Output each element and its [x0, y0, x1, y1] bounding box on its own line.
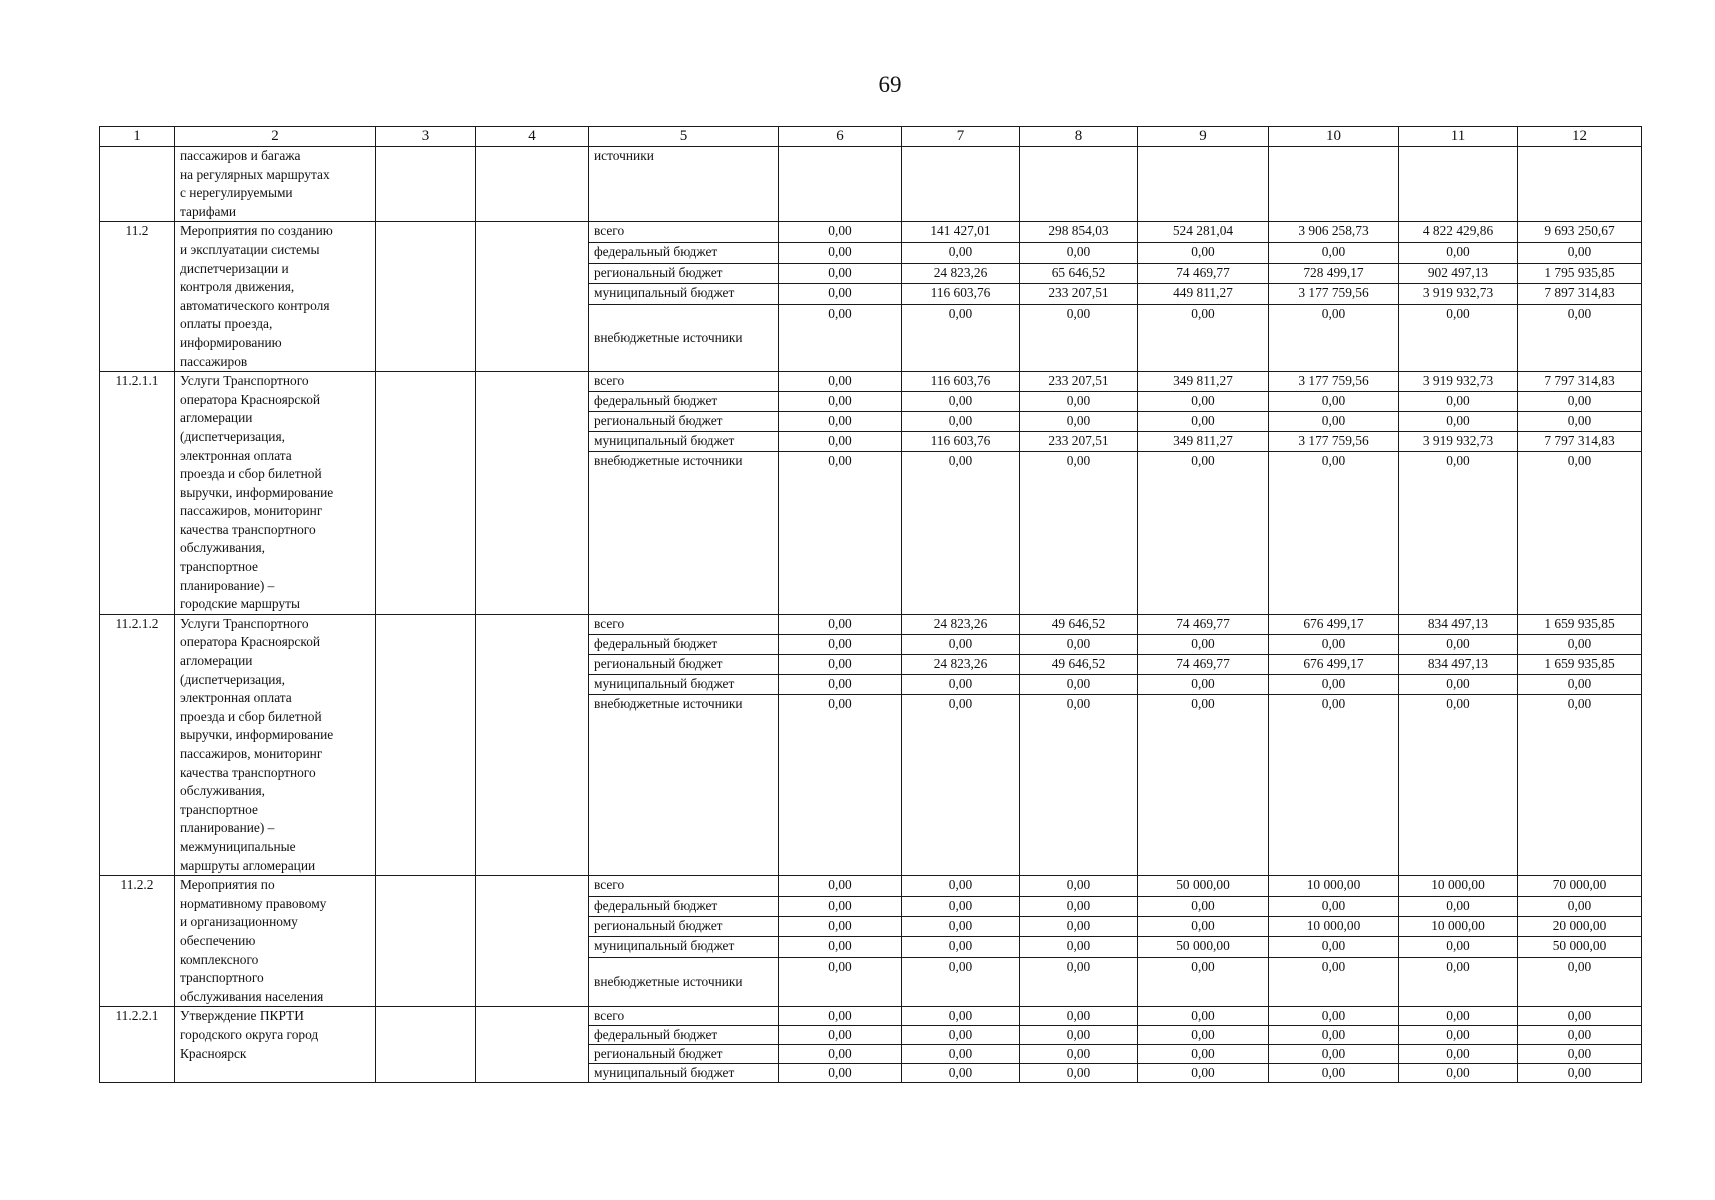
- amount-cell: 50 000,00: [1138, 876, 1269, 896]
- amount-cell: 0,00: [1399, 957, 1518, 1006]
- item-name-line: на регулярных маршрутах: [180, 166, 330, 182]
- amount-cell: 116 603,76: [902, 284, 1020, 305]
- column-header: 9: [1138, 127, 1269, 147]
- amount-cell: 0,00: [1020, 694, 1138, 875]
- column-header: 2: [175, 127, 376, 147]
- amount-cell: 0,00: [1518, 304, 1642, 371]
- item-name-line: информированию: [180, 334, 282, 350]
- amount-cell: 24 823,26: [902, 614, 1020, 634]
- item-name-line: городского округа город: [180, 1026, 319, 1042]
- funding-source: всего: [589, 614, 779, 634]
- amount-cell: 834 497,13: [1399, 614, 1518, 634]
- item-name-line: Мероприятия по созданию: [180, 223, 333, 239]
- amount-cell: 0,00: [779, 1045, 902, 1064]
- funding-source: региональный бюджет: [589, 654, 779, 674]
- amount-cell: 0,00: [779, 694, 902, 875]
- amount-cell: 70 000,00: [1518, 876, 1642, 896]
- item-name-line: комплексного: [180, 951, 259, 967]
- amount-cell: 24 823,26: [902, 263, 1020, 284]
- column-3-cell: [376, 147, 476, 222]
- amount-cell: 0,00: [1399, 1026, 1518, 1045]
- item-name-line: Красноярск: [180, 1045, 247, 1061]
- funding-source: федеральный бюджет: [589, 896, 779, 916]
- amount-cell: 0,00: [779, 876, 902, 896]
- amount-cell: 0,00: [1269, 694, 1399, 875]
- amount-cell: 0,00: [1020, 876, 1138, 896]
- amount-cell: 0,00: [1020, 304, 1138, 371]
- amount-cell: 0,00: [1138, 304, 1269, 371]
- amount-cell: 0,00: [1269, 1064, 1399, 1083]
- amount-cell: 0,00: [1518, 957, 1642, 1006]
- item-code: 11.2.2: [100, 876, 175, 1007]
- funding-source: федеральный бюджет: [589, 634, 779, 654]
- column-header: 8: [1020, 127, 1138, 147]
- item-name-line: качества транспортного: [180, 764, 316, 780]
- item-name: [175, 614, 376, 875]
- amount-cell: 0,00: [779, 222, 902, 243]
- item-name-line: с нерегулируемыми: [180, 185, 293, 201]
- amount-cell: 0,00: [779, 412, 902, 432]
- column-3-cell: [376, 372, 476, 615]
- funding-source: федеральный бюджет: [589, 242, 779, 263]
- amount-cell: 0,00: [1020, 1064, 1138, 1083]
- amount-cell: 0,00: [1269, 634, 1399, 654]
- amount-cell: 0,00: [1518, 674, 1642, 694]
- amount-cell: 0,00: [1518, 1026, 1642, 1045]
- amount-cell: 74 469,77: [1138, 654, 1269, 674]
- column-header: 11: [1399, 127, 1518, 147]
- amount-cell: 24 823,26: [902, 654, 1020, 674]
- amount-cell: 0,00: [1269, 304, 1399, 371]
- amount-cell: 0,00: [1269, 896, 1399, 916]
- column-4-cell: [476, 372, 589, 615]
- amount-cell: 0,00: [779, 674, 902, 694]
- funding-source: региональный бюджет: [589, 263, 779, 284]
- amount-cell: 0,00: [1269, 674, 1399, 694]
- funding-source: федеральный бюджет: [589, 392, 779, 412]
- item-code: 11.2.1.2: [100, 614, 175, 875]
- column-header: 10: [1269, 127, 1399, 147]
- amount-cell: 0,00: [779, 392, 902, 412]
- item-name-line: контроля движения,: [180, 279, 295, 295]
- amount-cell: 0,00: [902, 917, 1020, 937]
- funding-source: муниципальный бюджет: [589, 674, 779, 694]
- column-4-cell: [476, 147, 589, 222]
- item-name-line: оператора Красноярской: [180, 634, 321, 650]
- item-name-line: агломерации: [180, 653, 253, 669]
- amount-cell: 0,00: [1399, 1007, 1518, 1026]
- amount-cell: 0,00: [1518, 452, 1642, 615]
- column-3-cell: [376, 876, 476, 1007]
- amount-cell: 0,00: [1518, 392, 1642, 412]
- amount-cell: 0,00: [1269, 1026, 1399, 1045]
- amount-cell: 0,00: [1399, 694, 1518, 875]
- item-name-line: Услуги Транспортного: [180, 373, 309, 389]
- amount-cell: 0,00: [1138, 634, 1269, 654]
- amount-cell: [779, 147, 902, 222]
- amount-cell: 0,00: [779, 654, 902, 674]
- item-name-line: оператора Красноярской: [180, 391, 321, 407]
- amount-cell: 74 469,77: [1138, 263, 1269, 284]
- amount-cell: 0,00: [779, 1026, 902, 1045]
- amount-cell: 0,00: [1518, 896, 1642, 916]
- amount-cell: 3 919 932,73: [1399, 284, 1518, 305]
- amount-cell: 0,00: [1020, 392, 1138, 412]
- amount-cell: 0,00: [1399, 392, 1518, 412]
- item-name: [175, 222, 376, 372]
- amount-cell: 116 603,76: [902, 372, 1020, 392]
- item-name-line: обеспечению: [180, 932, 256, 948]
- item-name-line: проезда и сбор билетной: [180, 708, 322, 724]
- column-header: 6: [779, 127, 902, 147]
- amount-cell: 0,00: [1138, 452, 1269, 615]
- amount-cell: 0,00: [1138, 917, 1269, 937]
- item-name: [175, 372, 376, 615]
- funding-source: муниципальный бюджет: [589, 432, 779, 452]
- amount-cell: 3 919 932,73: [1399, 372, 1518, 392]
- item-name-line: Утверждение ПКРТИ: [180, 1008, 304, 1024]
- amount-cell: 0,00: [1020, 917, 1138, 937]
- item-name-line: межмуниципальные: [180, 838, 296, 854]
- amount-cell: 0,00: [902, 392, 1020, 412]
- amount-cell: 676 499,17: [1269, 614, 1399, 634]
- amount-cell: 0,00: [1518, 1064, 1642, 1083]
- amount-cell: [1269, 147, 1399, 222]
- column-3-cell: [376, 1007, 476, 1083]
- page-number: 69: [878, 72, 902, 97]
- amount-cell: 0,00: [1399, 896, 1518, 916]
- item-name-line: пассажиров, мониторинг: [180, 746, 323, 761]
- amount-cell: 0,00: [1269, 412, 1399, 432]
- amount-cell: 0,00: [1399, 1064, 1518, 1083]
- amount-cell: 0,00: [1518, 634, 1642, 654]
- amount-cell: 0,00: [1138, 1007, 1269, 1026]
- item-name-line: планирование) –: [180, 577, 275, 593]
- amount-cell: 0,00: [1138, 392, 1269, 412]
- funding-source: муниципальный бюджет: [589, 1064, 779, 1083]
- table-row: [100, 614, 1642, 634]
- amount-cell: [902, 147, 1020, 222]
- item-name: [175, 876, 376, 1007]
- item-name-line: качества транспортного: [180, 521, 316, 537]
- amount-cell: 0,00: [1269, 1007, 1399, 1026]
- amount-cell: 728 499,17: [1269, 263, 1399, 284]
- amount-cell: 233 207,51: [1020, 372, 1138, 392]
- item-name-line: тарифами: [180, 203, 237, 219]
- amount-cell: 0,00: [1399, 304, 1518, 371]
- funding-source: внебюджетные источники: [589, 304, 779, 371]
- funding-source: всего: [589, 876, 779, 896]
- amount-cell: 0,00: [1399, 634, 1518, 654]
- amount-cell: 74 469,77: [1138, 614, 1269, 634]
- amount-cell: 1 659 935,85: [1518, 614, 1642, 634]
- funding-source: муниципальный бюджет: [589, 284, 779, 305]
- amount-cell: 1 795 935,85: [1518, 263, 1642, 284]
- item-name-line: оплаты проезда,: [180, 316, 273, 332]
- amount-cell: 0,00: [902, 957, 1020, 1006]
- amount-cell: 0,00: [1020, 1007, 1138, 1026]
- amount-cell: 4 822 429,86: [1399, 222, 1518, 243]
- amount-cell: 0,00: [779, 896, 902, 916]
- amount-cell: 0,00: [1269, 242, 1399, 263]
- amount-cell: 0,00: [779, 917, 902, 937]
- amount-cell: 0,00: [1269, 957, 1399, 1006]
- column-4-cell: [476, 1007, 589, 1083]
- funding-source: внебюджетные источники: [589, 452, 779, 615]
- item-name-line: выручки, информирование: [180, 727, 334, 743]
- amount-cell: 65 646,52: [1020, 263, 1138, 284]
- amount-cell: 10 000,00: [1399, 876, 1518, 896]
- item-name-line: обслуживания,: [180, 540, 265, 556]
- item-name-line: (диспетчеризация,: [180, 428, 285, 444]
- amount-cell: 0,00: [1020, 957, 1138, 1006]
- amount-cell: 0,00: [1269, 452, 1399, 615]
- amount-cell: 7 897 314,83: [1518, 284, 1642, 305]
- amount-cell: 0,00: [779, 242, 902, 263]
- amount-cell: 0,00: [1138, 694, 1269, 875]
- amount-cell: 3 177 759,56: [1269, 432, 1399, 452]
- table-row: [100, 372, 1642, 392]
- amount-cell: 0,00: [902, 694, 1020, 875]
- amount-cell: 0,00: [1020, 1026, 1138, 1045]
- item-name-line: (диспетчеризация,: [180, 671, 285, 687]
- amount-cell: 0,00: [1399, 452, 1518, 615]
- item-name-line: планирование) –: [180, 820, 275, 836]
- funding-source: всего: [589, 372, 779, 392]
- amount-cell: 0,00: [779, 452, 902, 615]
- amount-cell: [1020, 147, 1138, 222]
- item-name-line: проезда и сбор билетной: [180, 466, 322, 482]
- amount-cell: 0,00: [779, 957, 902, 1006]
- amount-cell: 0,00: [902, 674, 1020, 694]
- table-row: [100, 876, 1642, 896]
- amount-cell: [1518, 147, 1642, 222]
- amount-cell: 3 906 258,73: [1269, 222, 1399, 243]
- table-row: [100, 222, 1642, 243]
- amount-cell: 0,00: [1138, 242, 1269, 263]
- amount-cell: 0,00: [779, 372, 902, 392]
- amount-cell: 0,00: [902, 1064, 1020, 1083]
- funding-source: муниципальный бюджет: [589, 937, 779, 957]
- amount-cell: 0,00: [1138, 1064, 1269, 1083]
- table-row: [100, 1007, 1642, 1026]
- amount-cell: 0,00: [1399, 242, 1518, 263]
- item-name-line: Услуги Транспортного: [180, 615, 309, 631]
- amount-cell: 0,00: [902, 1007, 1020, 1026]
- amount-cell: 7 797 314,83: [1518, 432, 1642, 452]
- amount-cell: 116 603,76: [902, 432, 1020, 452]
- item-code: 11.2: [100, 222, 175, 372]
- amount-cell: 902 497,13: [1399, 263, 1518, 284]
- amount-cell: 0,00: [779, 614, 902, 634]
- funding-source: региональный бюджет: [589, 412, 779, 432]
- amount-cell: 0,00: [1518, 1045, 1642, 1064]
- amount-cell: 0,00: [1518, 412, 1642, 432]
- amount-cell: 0,00: [779, 304, 902, 371]
- column-3-cell: [376, 222, 476, 372]
- item-name-line: пассажиров: [180, 353, 248, 369]
- amount-cell: 3 177 759,56: [1269, 284, 1399, 305]
- item-name-line: маршруты агломерации: [180, 857, 316, 873]
- amount-cell: 233 207,51: [1020, 284, 1138, 305]
- amount-cell: 0,00: [1020, 1045, 1138, 1064]
- funding-source: всего: [589, 222, 779, 243]
- column-4-cell: [476, 222, 589, 372]
- item-name-line: агломерации: [180, 410, 253, 426]
- amount-cell: 0,00: [902, 452, 1020, 615]
- column-number-row: [100, 127, 1642, 147]
- amount-cell: [1399, 147, 1518, 222]
- amount-cell: 0,00: [1518, 242, 1642, 263]
- amount-cell: 0,00: [1269, 1045, 1399, 1064]
- column-header: 1: [100, 127, 175, 147]
- item-name-line: автоматического контроля: [180, 297, 330, 313]
- item-name-line: транспортное: [180, 801, 258, 817]
- item-name-line: электронная оплата: [180, 690, 292, 706]
- amount-cell: 0,00: [779, 634, 902, 654]
- column-header: 12: [1518, 127, 1642, 147]
- funding-source: региональный бюджет: [589, 1045, 779, 1064]
- budget-table: [99, 126, 1642, 1083]
- amount-cell: 0,00: [1138, 412, 1269, 432]
- amount-cell: 50 000,00: [1518, 937, 1642, 957]
- funding-source: внебюджетные источники: [589, 694, 779, 875]
- item-name-line: нормативному правовому: [180, 895, 327, 911]
- amount-cell: 0,00: [1399, 412, 1518, 432]
- item-code: 11.2.2.1: [100, 1007, 175, 1083]
- amount-cell: 3 177 759,56: [1269, 372, 1399, 392]
- amount-cell: 449 811,27: [1138, 284, 1269, 305]
- item-code: [100, 147, 175, 222]
- item-name-line: городские маршруты: [180, 596, 300, 612]
- amount-cell: 0,00: [902, 634, 1020, 654]
- amount-cell: 0,00: [902, 937, 1020, 957]
- amount-cell: 0,00: [1020, 634, 1138, 654]
- amount-cell: 0,00: [1269, 937, 1399, 957]
- amount-cell: 9 693 250,67: [1518, 222, 1642, 243]
- amount-cell: 0,00: [1020, 937, 1138, 957]
- item-name-line: обслуживания населения: [180, 988, 324, 1004]
- amount-cell: 7 797 314,83: [1518, 372, 1642, 392]
- column-header: 4: [476, 127, 589, 147]
- item-name-line: пассажиров, мониторинг: [180, 503, 323, 519]
- table-row: [100, 147, 1642, 222]
- funding-source: всего: [589, 1007, 779, 1026]
- amount-cell: 0,00: [1020, 412, 1138, 432]
- column-3-cell: [376, 614, 476, 875]
- amount-cell: 0,00: [902, 242, 1020, 263]
- column-header: 7: [902, 127, 1020, 147]
- amount-cell: 0,00: [1138, 674, 1269, 694]
- amount-cell: 0,00: [1399, 937, 1518, 957]
- amount-cell: 50 000,00: [1138, 937, 1269, 957]
- amount-cell: 20 000,00: [1518, 917, 1642, 937]
- amount-cell: 0,00: [1518, 1007, 1642, 1026]
- amount-cell: 0,00: [1138, 1045, 1269, 1064]
- amount-cell: 0,00: [902, 304, 1020, 371]
- amount-cell: 0,00: [902, 412, 1020, 432]
- amount-cell: 0,00: [1138, 957, 1269, 1006]
- amount-cell: 0,00: [779, 284, 902, 305]
- amount-cell: 49 646,52: [1020, 614, 1138, 634]
- column-4-cell: [476, 614, 589, 875]
- item-name-line: выручки, информирование: [180, 484, 334, 500]
- amount-cell: 141 427,01: [902, 222, 1020, 243]
- item-name-line: диспетчеризации и: [180, 260, 289, 276]
- column-header: 3: [376, 127, 476, 147]
- item-name-line: транспортное: [180, 559, 258, 575]
- amount-cell: 0,00: [779, 937, 902, 957]
- item-name-line: электронная оплата: [180, 447, 292, 463]
- item-name: [175, 147, 376, 222]
- funding-source: федеральный бюджет: [589, 1026, 779, 1045]
- column-4-cell: [476, 876, 589, 1007]
- amount-cell: 10 000,00: [1399, 917, 1518, 937]
- funding-source: источники: [589, 147, 779, 222]
- amount-cell: 0,00: [1269, 392, 1399, 412]
- amount-cell: 1 659 935,85: [1518, 654, 1642, 674]
- amount-cell: 0,00: [779, 1064, 902, 1083]
- amount-cell: 676 499,17: [1269, 654, 1399, 674]
- amount-cell: 298 854,03: [1020, 222, 1138, 243]
- item-name-line: и организационному: [180, 914, 298, 930]
- amount-cell: 0,00: [1399, 1045, 1518, 1064]
- column-header: 5: [589, 127, 779, 147]
- amount-cell: 0,00: [1138, 1026, 1269, 1045]
- amount-cell: 0,00: [1138, 896, 1269, 916]
- item-name-line: и эксплуатации системы: [180, 241, 320, 257]
- amount-cell: 349 811,27: [1138, 372, 1269, 392]
- amount-cell: 0,00: [902, 896, 1020, 916]
- item-name-line: обслуживания,: [180, 783, 265, 799]
- amount-cell: 834 497,13: [1399, 654, 1518, 674]
- amount-cell: 49 646,52: [1020, 654, 1138, 674]
- amount-cell: 3 919 932,73: [1399, 432, 1518, 452]
- item-name-line: транспортного: [180, 970, 264, 986]
- amount-cell: 0,00: [902, 1026, 1020, 1045]
- item-name: [175, 1007, 376, 1083]
- item-code: 11.2.1.1: [100, 372, 175, 615]
- amount-cell: 349 811,27: [1138, 432, 1269, 452]
- amount-cell: 0,00: [1020, 674, 1138, 694]
- amount-cell: 0,00: [902, 876, 1020, 896]
- amount-cell: 0,00: [1399, 674, 1518, 694]
- amount-cell: 524 281,04: [1138, 222, 1269, 243]
- amount-cell: 233 207,51: [1020, 432, 1138, 452]
- amount-cell: 10 000,00: [1269, 876, 1399, 896]
- amount-cell: 0,00: [902, 1045, 1020, 1064]
- amount-cell: 0,00: [1020, 242, 1138, 263]
- amount-cell: 0,00: [1518, 694, 1642, 875]
- funding-source: внебюджетные источники: [589, 957, 779, 1006]
- amount-cell: 0,00: [779, 263, 902, 284]
- amount-cell: 10 000,00: [1269, 917, 1399, 937]
- funding-source: региональный бюджет: [589, 917, 779, 937]
- amount-cell: [1138, 147, 1269, 222]
- amount-cell: 0,00: [779, 1007, 902, 1026]
- amount-cell: 0,00: [779, 432, 902, 452]
- amount-cell: 0,00: [1020, 896, 1138, 916]
- item-name-line: пассажиров и багажа: [180, 148, 301, 163]
- item-name-line: Мероприятия по: [180, 877, 275, 893]
- amount-cell: 0,00: [1020, 452, 1138, 615]
